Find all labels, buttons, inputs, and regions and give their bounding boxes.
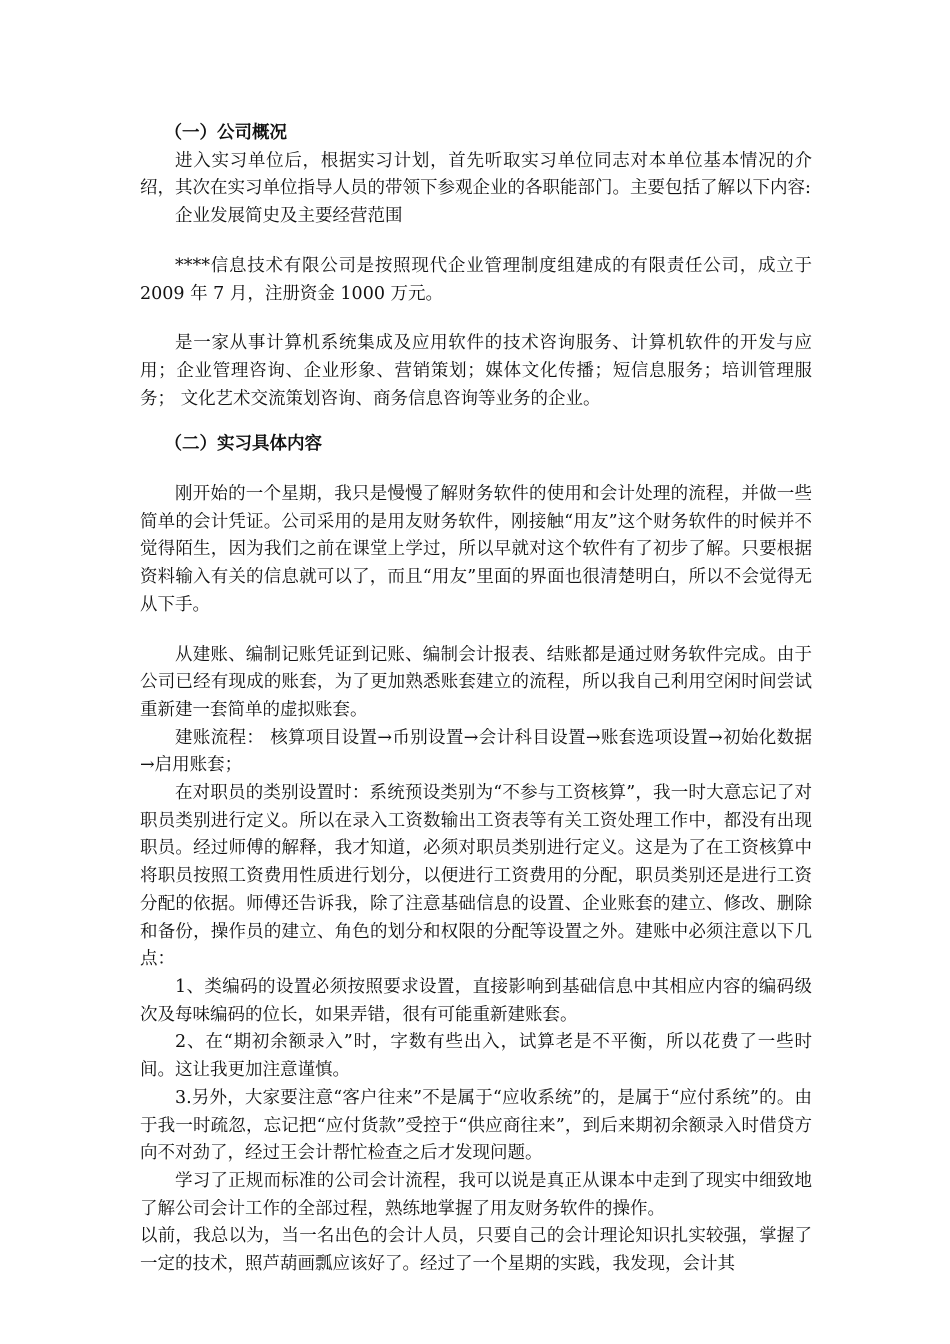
- document-page: [140, 120, 812, 1279]
- paragraph-reflection: 以前，我总以为，当一名出色的会计人员，只要自己的会计理论知识扎实较强，掌握了一定的技术，照芦葫画瓢应该好了。经过了一个星期的实践，我发现，会计其: [140, 1226, 812, 1275]
- section-heading-company-overview: （一）公司概况: [164, 123, 287, 143]
- paragraph-accounts-setup: 从建账、编制记账凭证到记账、编制会计报表、结账都是通过财务软件完成。由于公司已经有现成的账套，为了更加熟悉账套建立的流程，所以我自己利用空闲时间尝试重新建一套简单的虚拟账套。: [140, 644, 812, 720]
- list-item-point-2: 2、在“期初余额录入”时，字数有些出入，试算老是不平衡，所以花费了一些时间。这让我更加注意谨慎。: [140, 1032, 812, 1081]
- list-item-point-3: 3.另外，大家要注意“客户往来”不是属于“应收系统”的，是属于“应付系统”的。由于我一时疏忽，忘记把“应付货款”受控于“供应商往来”，到后来期初余额录入时借贷方向不对劲了，经过王会计帮忙检查之后才发现问题。: [140, 1087, 812, 1164]
- paragraph-company-founding: ****信息技术有限公司是按照现代企业管理制度组建成的有限责任公司，成立于 2009 年 7 月，注册资金 1000 万元。: [140, 255, 812, 304]
- paragraph-week-one: 刚开始的一个星期，我只是慢慢了解财务软件的使用和会计处理的流程，并做一些简单的会计凭证。公司采用的是用友财务软件，刚接触“用友”这个财务软件的时候并不觉得陌生，因为我们之前在课堂上学过，所以早就对这个软件有了初步了解。只要根据资料输入有关的信息就可以了，而且“用友”里面的界面也很清楚明白，所以不会觉得无从下手。: [140, 484, 812, 615]
- paragraph-setup-flow: 建账流程： 核算项目设置→币别设置→会计科目设置→账套选项设置→初始化数据→启用账套；: [140, 727, 812, 776]
- paragraph-company-business: 是一家从事计算机系统集成及应用软件的技术咨询服务、计算机软件的开发与应用；企业管理咨询、企业形象、营销策划；媒体文化传播；短信息服务；培训管理服务； 文化艺术交流策划咨询、商务信息咨询等业务的企业。: [140, 333, 812, 409]
- paragraph-learned: 学习了正规而标准的公司会计流程，我可以说是真正从课本中走到了现实中细致地了解公司会计工作的全部过程，熟练地掌握了用友财务软件的操作。: [140, 1170, 812, 1219]
- section-heading-internship-content: （二）实习具体内容: [164, 434, 322, 455]
- subheading-history: 企业发展简史及主要经营范围: [175, 206, 403, 227]
- paragraph-staff-category: 在对职员的类别设置时：系统预设类别为“不参与工资核算”，我一时大意忘记了对职员类别进行定义。所以在录入工资数输出工资表等有关工资处理工作中，都没有出现职员。经过师傅的解释，我才知道，必须对职员类别进行定义。这是为了在工资核算中将职员按照工资费用性质进行划分，以便进行工资费用的分配，职员类别还是进行工资分配的依据。师傅还告诉我，除了注意基础信息的设置、企业账套的建立、修改、删除和备份，操作员的建立、角色的划分和权限的分配等设置之外。建账中必须注意以下几点：: [140, 783, 812, 970]
- list-item-point-1: 1、类编码的设置必须按照要求设置，直接影响到基础信息中其相应内容的编码级次及每味编码的位长，如果弄错，很有可能重新建账套。: [140, 976, 812, 1025]
- paragraph-intro: 进入实习单位后，根据实习计划，首先听取实习单位同志对本单位基本情况的介绍，其次在实习单位指导人员的带领下参观企业的各职能部门。主要包括了解以下内容:: [140, 150, 812, 199]
